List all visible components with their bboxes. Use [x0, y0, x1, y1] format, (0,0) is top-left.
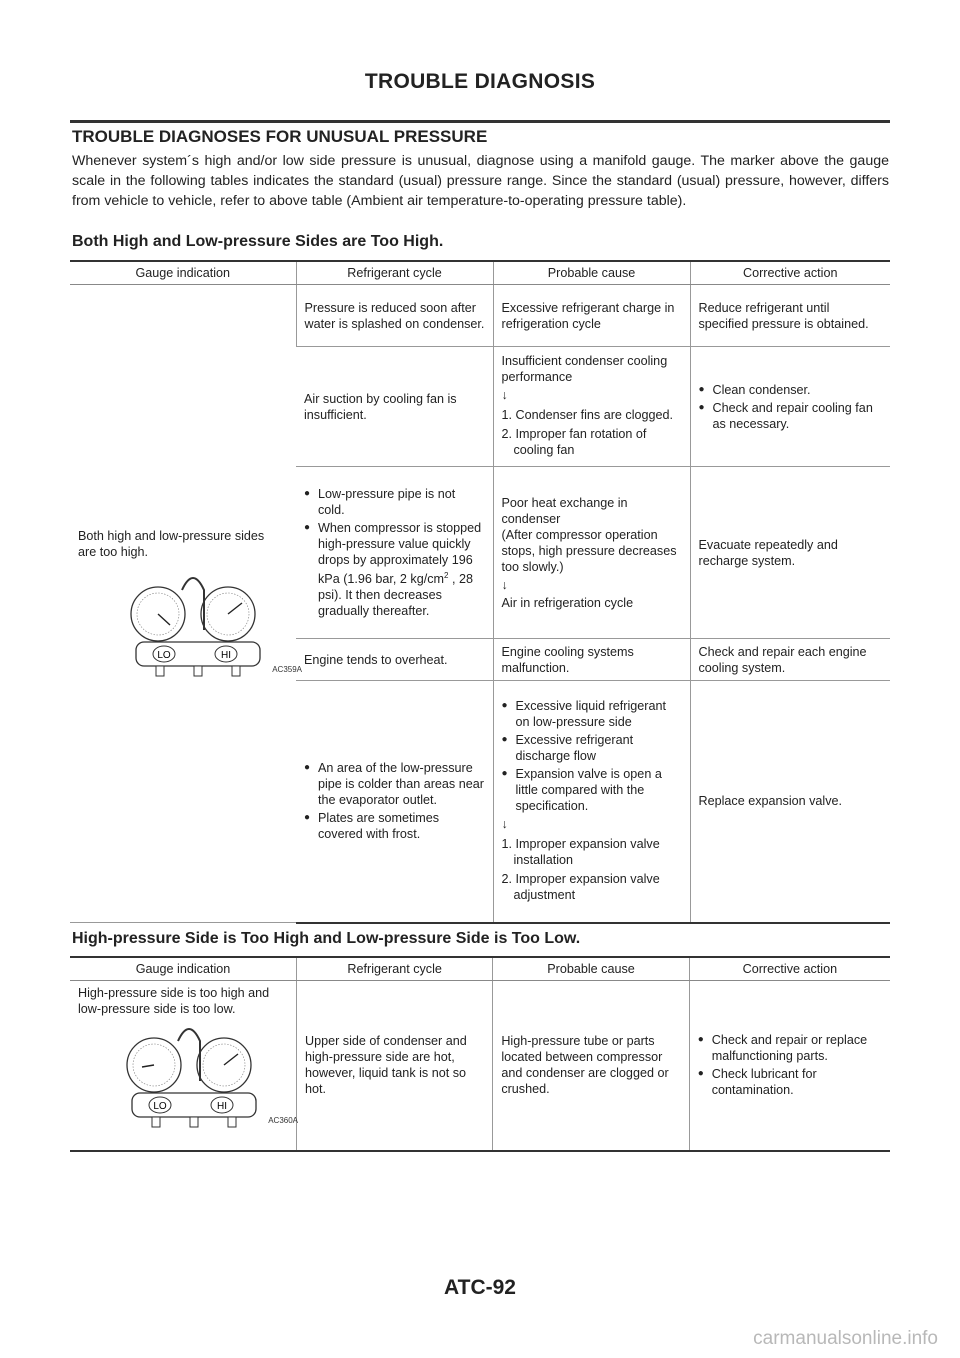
refrigerant-cycle-cell: [296, 681, 493, 923]
list-item: 1. Improper expansion valve installation: [501, 837, 660, 868]
refrigerant-cycle-cell: Air suction by cooling fan is insufficient.: [296, 347, 493, 467]
probable-cause-cell: [493, 347, 690, 467]
refrigerant-cycle-cell: Upper side of condenser and high-pressure side are hot, however, liquid tank is not so hot.: [297, 981, 493, 1151]
hi-label: HI: [217, 1101, 227, 1112]
table-header-row: [70, 261, 890, 285]
refrigerant-cycle-cell: [296, 467, 493, 639]
section-title: TROUBLE DIAGNOSES FOR UNUSUAL PRESSURE: [72, 127, 488, 146]
down-arrow-icon: ↓: [501, 577, 508, 592]
cause-note: (After compressor operation stops, high pressure decreases too slowly.): [501, 527, 677, 574]
list-item: ● Check and repair cooling fan as necessary.: [699, 400, 883, 432]
table1: [70, 260, 890, 924]
col-header: Gauge indication: [70, 261, 296, 285]
gauge-indication-cell: [70, 981, 297, 1151]
corrective-action-cell: Replace expansion valve.: [690, 681, 890, 923]
col-header: Corrective action: [689, 957, 890, 981]
down-arrow-icon: ↓: [501, 387, 508, 402]
table-row: [70, 285, 890, 347]
col-header: Refrigerant cycle: [296, 261, 493, 285]
manifold-gauge-illustration: [114, 1021, 298, 1131]
list-item: 1. Condenser fins are clogged.: [501, 407, 674, 422]
lo-label: LO: [153, 1101, 167, 1112]
col-header: Gauge indication: [70, 957, 297, 981]
list-item: ● Expansion valve is open a little compared with the specification.: [502, 766, 682, 814]
corrective-action-cell: Reduce refrigerant until specified pressure is obtained.: [690, 285, 890, 347]
list-item: ● Check and repair or replace malfunctioning parts.: [698, 1032, 882, 1064]
bullet-text: When compressor is stopped high-pressure value quickly drops by approximately 196 kPa (1.96 bar, 2 kg/cm: [318, 520, 482, 587]
manifold-gauge-icon: [114, 1021, 274, 1131]
list-item: 2. Improper fan rotation of cooling fan: [501, 426, 647, 457]
corrective-action-cell: [689, 981, 890, 1151]
table2-title: High-pressure Side is Too High and Low-pressure Side is Too Low.: [72, 930, 581, 947]
superscript: 2: [444, 570, 449, 580]
page-number: ATC-92: [444, 1276, 516, 1299]
list-item: ● An area of the low-pressure pipe is colder than areas near the evaporator outlet.: [304, 760, 485, 808]
col-header: Probable cause: [493, 957, 689, 981]
corrective-action-cell: [690, 347, 890, 467]
col-header: Probable cause: [493, 261, 690, 285]
col-header: Refrigerant cycle: [297, 957, 493, 981]
cause-heading: Insufficient condenser cooling performance: [501, 353, 668, 384]
table2: [70, 956, 890, 1152]
table1-title: Both High and Low-pressure Sides are Too High.: [72, 233, 444, 250]
list-item: ● Excessive liquid refrigerant on low-pressure side: [502, 698, 682, 730]
hi-label: HI: [221, 649, 231, 661]
lo-label: LO: [157, 649, 171, 661]
cause-result: Air in refrigeration cycle: [501, 595, 634, 610]
refrigerant-cycle-cell: Engine tends to overheat.: [296, 639, 493, 681]
manifold-gauge-icon: [118, 570, 278, 680]
list-item: ● Clean condenser.: [699, 382, 883, 398]
table-row: [70, 981, 890, 1151]
figure-code: AC359A: [272, 664, 302, 674]
list-item: ● Check lubricant for contamination.: [698, 1066, 882, 1098]
probable-cause-cell: [493, 681, 690, 923]
gauge-indication-cell: [70, 285, 302, 923]
intro-paragraph: Whenever system´s high and/or low side pressure is unusual, diagnose using a manifold gauge. The marker above the gauge scale in the following tables indicates the standard (usual) pressure range. Since the standard (usual) pressure, however, differs from vehicle to vehicle, refer to above table (Ambient air temperature-to-operating pressure table).: [72, 153, 889, 209]
gauge-indication-text: Both high and low-pressure sides are too high.: [78, 528, 265, 559]
bullet-text: psi). It then decreases gradually thereafter.: [318, 588, 442, 619]
manifold-gauge-illustration: [118, 570, 302, 680]
table-header-row: [70, 957, 890, 981]
refrigerant-cycle-cell: Pressure is reduced soon after water is splashed on condenser.: [296, 285, 493, 347]
down-arrow-icon: ↓: [501, 817, 508, 832]
figure-code: AC360A: [268, 1116, 298, 1125]
col-header: Corrective action: [690, 261, 890, 285]
list-item: 2. Improper expansion valve adjustment: [501, 872, 660, 903]
gauge-indication-text: High-pressure side is too high and low-pressure side is too low.: [78, 986, 270, 1016]
cause-heading: Poor heat exchange in condenser: [501, 495, 628, 526]
bullet-text: , 28: [451, 572, 473, 587]
watermark: carmanualsonline.info: [753, 1328, 938, 1349]
probable-cause-cell: High-pressure tube or parts located between compressor and condenser are clogged or crushed.: [493, 981, 689, 1151]
probable-cause-cell: Excessive refrigerant charge in refrigeration cycle: [493, 285, 690, 347]
list-item: ● Plates are sometimes covered with frost.: [304, 810, 485, 842]
header-rule: [70, 120, 890, 123]
probable-cause-cell: Engine cooling systems malfunction.: [493, 639, 690, 681]
corrective-action-cell: Evacuate repeatedly and recharge system.: [690, 467, 890, 639]
list-item: ● Low-pressure pipe is not cold.: [304, 486, 485, 518]
list-item: ● Excessive refrigerant discharge flow: [502, 732, 682, 764]
list-item: [304, 520, 485, 619]
probable-cause-cell: [493, 467, 690, 639]
corrective-action-cell: Check and repair each engine cooling system.: [690, 639, 890, 681]
page-header: TROUBLE DIAGNOSIS: [364, 70, 596, 93]
